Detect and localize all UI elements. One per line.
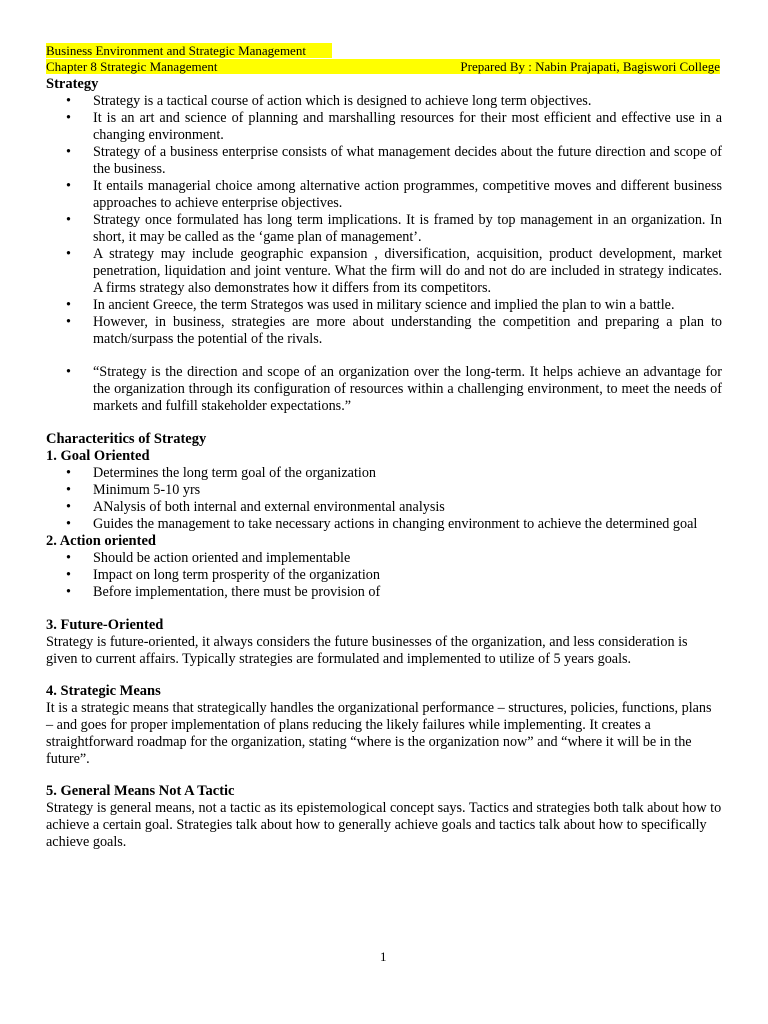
list-item: • It entails managerial choice among alternative action programmes, competitive moves and different business approaches to achieve enterprise objectives. (66, 178, 722, 211)
list-item: • Determines the long term goal of the organization (66, 465, 377, 481)
section-title-characteristics: Characteritics of Strategy (46, 431, 207, 447)
list-item: • Strategy is a tactical course of action which is designed to achieve long term objectives. (66, 93, 592, 109)
header-chapter: Chapter 8 Strategic Management (46, 59, 218, 74)
document-body (46, 76, 722, 851)
list-item: • A strategy may include geographic expansion , diversification, acquisition, product development, market penetration, liquidation and joint venture. What the firm will do and not do are included in strategy indicates. A firms strategy also demonstrates how it differs from its competitors. (66, 246, 722, 296)
subsection-title-strategic-means: 4. Strategic Means (46, 683, 161, 699)
list-item: • Before implementation, there must be provision of (66, 584, 381, 600)
strategy-quote-list (46, 364, 722, 415)
list-item: • Impact on long term prosperity of the organization (66, 567, 380, 583)
paragraph-future-oriented: Strategy is future-oriented, it always considers the future businesses of the organization, and less consideration is given to current affairs. Typically strategies are formulated and implemented to utilize of 5 years goals. (46, 634, 688, 667)
header-course-title: Business Environment and Strategic Management (46, 43, 332, 58)
header-chapter-line (46, 59, 720, 74)
list-item: • However, in business, strategies are more about understanding the competition and preparing a plan to match/surpass the potential of the rivals. (66, 314, 722, 347)
list-item: • ANalysis of both internal and external environmental analysis (66, 499, 445, 515)
strategy-bullet-list (46, 93, 722, 348)
list-item: • Should be action oriented and implementable (66, 550, 351, 566)
list-item: • Strategy once formulated has long term implications. It is framed by top management in an organization. In short, it may be called as the ‘game plan of management’. (66, 212, 722, 245)
subsection-title-action-oriented: 2. Action oriented (46, 533, 156, 549)
header-author: Prepared By : Nabin Prajapati, Bagiswori College (460, 59, 720, 74)
paragraph-general-means: Strategy is general means, not a tactic as its epistemological concept says. Tactics and strategies both talk about how to achieve a certain goal. Strategies talk about how to generally achieve goals and tactics talk about how to specifically achieve goals. (46, 800, 722, 850)
section-title-strategy: Strategy (46, 76, 99, 92)
strategy-definition-quote: • “Strategy is the direction and scope of an organization over the long-term. It helps achieve an advantage for the organization through its configuration of resources within a challenging environment, to meet the needs of markets and fulfill stakeholder expectations.” (66, 364, 722, 414)
subsection-title-future-oriented: 3. Future-Oriented (46, 617, 164, 633)
list-item: • It is an art and science of planning and marshalling resources for their most efficient and effective use in a changing environment. (66, 110, 722, 143)
list-item: • Guides the management to take necessary actions in changing environment to achieve the determined goal (66, 516, 698, 532)
list-item: • Strategy of a business enterprise consists of what management decides about the future direction and scope of the business. (66, 144, 722, 177)
subsection-title-goal-oriented: 1. Goal Oriented (46, 448, 150, 464)
list-item: • Minimum 5-10 yrs (66, 482, 201, 498)
page-number: 1 (380, 949, 387, 964)
subsection-title-general-means: 5. General Means Not A Tactic (46, 783, 235, 799)
goal-oriented-list (46, 465, 722, 533)
list-item: • In ancient Greece, the term Strategos was used in military science and implied the plan to win a battle. (66, 297, 675, 313)
paragraph-strategic-means: It is a strategic means that strategically handles the organizational performance – structures, policies, functions, plans – and goes for proper implementation of plans reducing the likely failures while implementing. It creates a straightforward roadmap for the organization, stating “where is the organization now” and “where it will be in the future”. (46, 700, 712, 767)
action-oriented-list (46, 550, 722, 601)
